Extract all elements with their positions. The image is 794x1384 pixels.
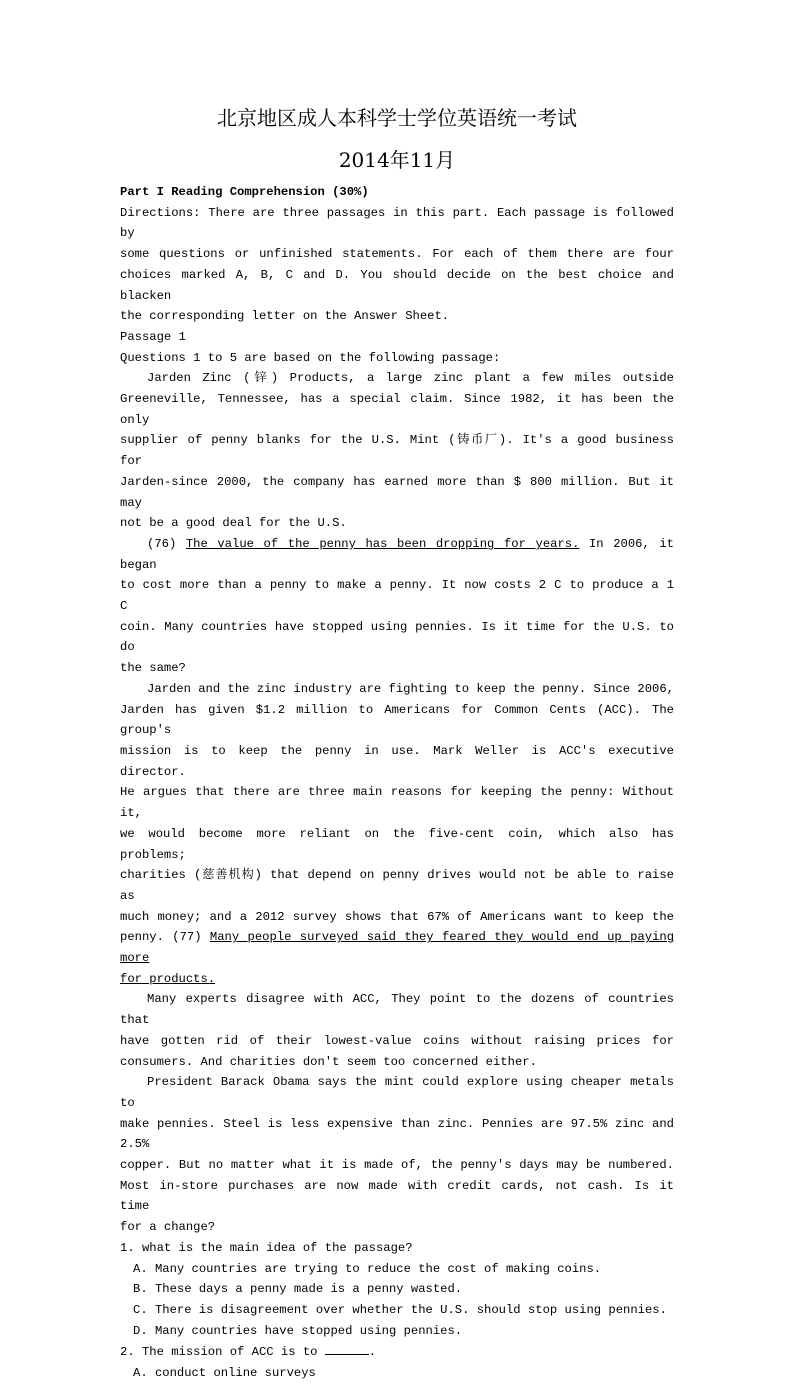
paragraph-line	[120, 534, 674, 575]
question-1	[120, 1238, 674, 1342]
answer-option: C. There is disagreement over whether the U.S. should stop using pennies.	[133, 1302, 667, 1317]
paragraph-line: have gotten rid of their lowest-value coins without raising prices for	[120, 1033, 674, 1048]
exam-title: 北京地区成人本科学士学位英语统一考试	[217, 106, 577, 130]
sentence-number: (76)	[147, 536, 186, 551]
paragraph-line: much money; and a 2012 survey shows that 67% of Americans want to keep the	[120, 909, 674, 924]
exam-date: 2014年11月	[338, 148, 456, 172]
paragraph-line: Jarden-since 2000, the company has earned more than $ 800 million. But it may	[120, 474, 674, 510]
answer-option: A. conduct online surveys	[133, 1366, 316, 1381]
question-text: 2. The mission of ACC is to	[120, 1345, 325, 1360]
part-heading: Part I Reading Comprehension (30%)	[120, 185, 369, 199]
paragraph-line: He argues that there are three main reasons for keeping the penny: Without it,	[120, 785, 674, 821]
paragraph-line: for a change?	[120, 1220, 216, 1235]
paragraph-2	[120, 534, 674, 679]
question-text: .	[368, 1345, 377, 1360]
answer-blank	[325, 1341, 369, 1355]
paragraph-line: we would become more reliant on the five-cent coin, which also has problems;	[120, 826, 674, 862]
directions	[120, 203, 674, 327]
paragraph-line: coin. Many countries have stopped using pennies. Is it time for the U.S. to do	[120, 619, 674, 655]
document-body	[120, 182, 674, 1384]
paragraph-line: charities (慈善机构) that depend on penny drives would not be able to raise as	[120, 868, 674, 903]
directions-line: the corresponding letter on the Answer Sheet.	[120, 309, 450, 324]
paragraph-line: make pennies. Steel is less expensive than zinc. Pennies are 97.5% zinc and 2.5%	[120, 1116, 674, 1152]
paragraph-3	[120, 679, 674, 990]
answer-option: B. These days a penny made is a penny wasted.	[133, 1282, 463, 1297]
paragraph-line: copper. But no matter what it is made of, the penny's days may be numbered.	[120, 1158, 674, 1173]
answer-option: D. Many countries have stopped using pennies.	[133, 1323, 463, 1338]
paragraph-line: consumers. And charities don't seem too concerned either.	[120, 1054, 537, 1069]
underlined-sentence: Many people surveyed said they feared they would end up paying more	[120, 930, 675, 966]
paragraph-line: Jarden Zinc (锌) Products, a large zinc plant a few miles outside	[147, 371, 674, 386]
paragraph-line: Many experts disagree with ACC, They point to the dozens of countries that	[120, 992, 674, 1028]
question-stem	[120, 1341, 674, 1363]
paragraph-line: Greeneville, Tennessee, has a special claim. Since 1982, it has been the only	[120, 392, 674, 427]
passage-label: Passage 1	[120, 329, 186, 344]
paragraph-line: President Barack Obama says the mint could explore using cheaper metals to	[120, 1075, 674, 1110]
paragraph-5	[120, 1072, 674, 1238]
paragraph-line: mission is to keep the penny in use. Mark Weller is ACC's executive director.	[120, 743, 674, 779]
paragraph-1	[120, 368, 674, 534]
directions-line: Directions: There are three passages in this part. Each passage is followed by	[120, 205, 674, 241]
directions-line: some questions or unfinished statements. For each of them there are four	[120, 247, 674, 262]
paragraph-line	[120, 927, 674, 968]
underlined-sentence: The value of the penny has been dropping for years.	[185, 536, 580, 551]
sentence-text: In 2006, it began	[120, 536, 674, 572]
paragraph-4	[120, 989, 674, 1072]
answer-option: A. Many countries are trying to reduce the cost of making coins.	[133, 1261, 602, 1276]
question-stem: 1. what is the main idea of the passage?	[120, 1240, 413, 1255]
paragraph-line: Jarden and the zinc industry are fighting to keep the penny. Since 2006,	[147, 681, 674, 696]
question-2	[120, 1341, 674, 1383]
sentence-text: penny. (77)	[120, 930, 210, 945]
paragraph-line: Most in-store purchases are now made with credit cards, not cash. Is it time	[120, 1178, 674, 1214]
passage-intro: Questions 1 to 5 are based on the following passage:	[120, 350, 501, 365]
underlined-sentence: for products.	[120, 971, 216, 986]
paragraph-line: to cost more than a penny to make a penny. It now costs 2 C to produce a 1 C	[120, 578, 674, 614]
paragraph-line: the same?	[120, 661, 186, 676]
paragraph-line: supplier of penny blanks for the U.S. Mint (铸币厂). It's a good business for	[120, 433, 674, 469]
paragraph-line: not be a good deal for the U.S.	[120, 516, 347, 531]
paragraph-line	[120, 969, 674, 990]
directions-line: choices marked A, B, C and D. You should decide on the best choice and blacken	[120, 267, 674, 303]
paragraph-line: Jarden has given $1.2 million to Americans for Common Cents (ACC). The group's	[120, 702, 674, 738]
